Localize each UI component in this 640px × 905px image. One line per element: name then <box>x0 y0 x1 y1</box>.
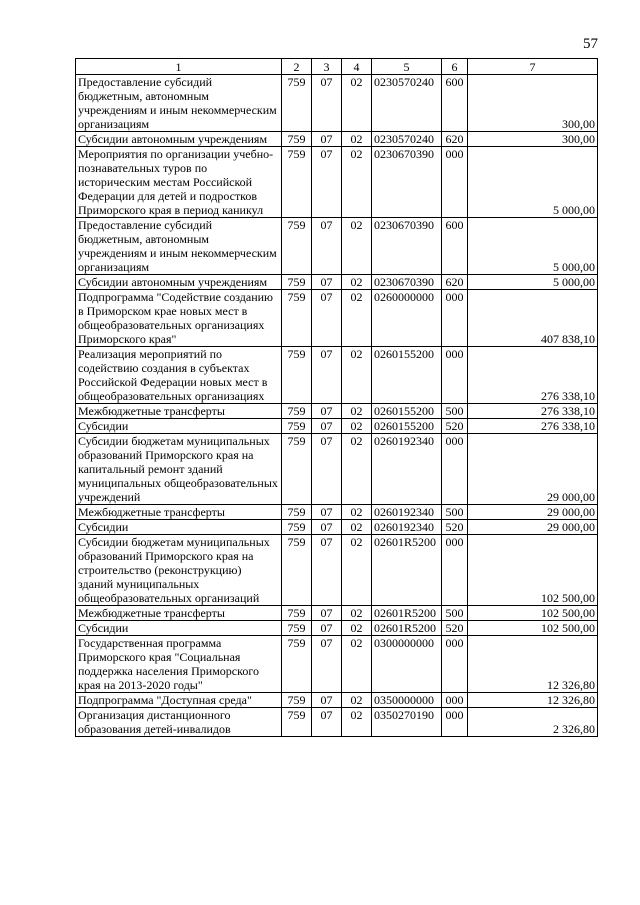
cell-ministry-code: 759 <box>282 621 312 636</box>
cell-subsection-code: 02 <box>342 621 372 636</box>
cell-target-article-code: 02601R5200 <box>372 621 442 636</box>
table-row <box>76 290 598 347</box>
cell-amount: 29 000,00 <box>468 520 598 535</box>
cell-section-code: 07 <box>312 693 342 708</box>
cell-expense-type-code: 000 <box>442 636 468 693</box>
cell-expense-type-code: 620 <box>442 132 468 147</box>
row-description: Межбюджетные трансферты <box>76 505 282 520</box>
cell-section-code: 07 <box>312 75 342 132</box>
cell-subsection-code: 02 <box>342 606 372 621</box>
cell-expense-type-code: 500 <box>442 606 468 621</box>
table-row <box>76 636 598 693</box>
header-row <box>76 59 598 75</box>
row-description: Мероприятия по организации учебно-познавательных туров по историческим местам Российской Федерации для детей и подростков Приморского края в период каникул <box>76 147 282 218</box>
cell-amount: 29 000,00 <box>468 505 598 520</box>
cell-section-code: 07 <box>312 708 342 737</box>
cell-expense-type-code: 000 <box>442 535 468 606</box>
cell-section-code: 07 <box>312 147 342 218</box>
cell-expense-type-code: 000 <box>442 434 468 505</box>
cell-amount: 5 000,00 <box>468 275 598 290</box>
row-description: Предоставление субсидий бюджетным, автономным учреждениям и иным некоммерческим организациям <box>76 218 282 275</box>
table-row <box>76 218 598 275</box>
cell-target-article-code: 0230670390 <box>372 147 442 218</box>
row-description: Государственная программа Приморского края "Социальная поддержка населения Приморского края на 2013-2020 годы" <box>76 636 282 693</box>
table-row <box>76 347 598 404</box>
row-description: Межбюджетные трансферты <box>76 606 282 621</box>
row-description: Предоставление субсидий бюджетным, автономным учреждениям и иным некоммерческим организациям <box>76 75 282 132</box>
table-row <box>76 75 598 132</box>
column-header: 5 <box>372 59 442 75</box>
cell-target-article-code: 0260155200 <box>372 347 442 404</box>
cell-target-article-code: 02601R5200 <box>372 606 442 621</box>
cell-section-code: 07 <box>312 275 342 290</box>
cell-ministry-code: 759 <box>282 404 312 419</box>
table-row <box>76 520 598 535</box>
cell-ministry-code: 759 <box>282 147 312 218</box>
column-header: 4 <box>342 59 372 75</box>
cell-amount: 5 000,00 <box>468 147 598 218</box>
cell-expense-type-code: 000 <box>442 693 468 708</box>
cell-subsection-code: 02 <box>342 708 372 737</box>
table-row <box>76 606 598 621</box>
cell-subsection-code: 02 <box>342 132 372 147</box>
cell-target-article-code: 0230570240 <box>372 132 442 147</box>
row-description: Реализация мероприятий по содействию создания в субъектах Российской Федерации новых мест в общеобразовательных организациях <box>76 347 282 404</box>
cell-ministry-code: 759 <box>282 275 312 290</box>
cell-expense-type-code: 520 <box>442 419 468 434</box>
cell-ministry-code: 759 <box>282 218 312 275</box>
cell-ministry-code: 759 <box>282 132 312 147</box>
cell-amount: 300,00 <box>468 132 598 147</box>
cell-subsection-code: 02 <box>342 520 372 535</box>
cell-expense-type-code: 520 <box>442 621 468 636</box>
row-description: Субсидии автономным учреждениям <box>76 132 282 147</box>
cell-target-article-code: 0260155200 <box>372 419 442 434</box>
table-row <box>76 505 598 520</box>
cell-ministry-code: 759 <box>282 419 312 434</box>
cell-amount: 12 326,80 <box>468 693 598 708</box>
column-header: 7 <box>468 59 598 75</box>
table-row <box>76 708 598 737</box>
cell-subsection-code: 02 <box>342 275 372 290</box>
cell-subsection-code: 02 <box>342 693 372 708</box>
table-row <box>76 275 598 290</box>
row-description: Подпрограмма "Содействие созданию в Приморском крае новых мест в общеобразовательных организациях Приморского края" <box>76 290 282 347</box>
cell-target-article-code: 0260192340 <box>372 505 442 520</box>
cell-amount: 102 500,00 <box>468 606 598 621</box>
cell-target-article-code: 0300000000 <box>372 636 442 693</box>
table-row <box>76 693 598 708</box>
cell-amount: 276 338,10 <box>468 347 598 404</box>
row-description: Субсидии <box>76 621 282 636</box>
cell-expense-type-code: 000 <box>442 708 468 737</box>
table-row <box>76 132 598 147</box>
cell-expense-type-code: 600 <box>442 218 468 275</box>
cell-section-code: 07 <box>312 535 342 606</box>
cell-amount: 407 838,10 <box>468 290 598 347</box>
cell-subsection-code: 02 <box>342 404 372 419</box>
cell-section-code: 07 <box>312 132 342 147</box>
cell-section-code: 07 <box>312 505 342 520</box>
row-description: Организация дистанционного образования детей-инвалидов <box>76 708 282 737</box>
cell-amount: 102 500,00 <box>468 535 598 606</box>
column-header: 1 <box>76 59 282 75</box>
cell-amount: 276 338,10 <box>468 404 598 419</box>
column-header: 6 <box>442 59 468 75</box>
budget-table <box>75 58 598 737</box>
cell-subsection-code: 02 <box>342 147 372 218</box>
cell-target-article-code: 0260000000 <box>372 290 442 347</box>
cell-subsection-code: 02 <box>342 419 372 434</box>
cell-ministry-code: 759 <box>282 290 312 347</box>
cell-expense-type-code: 000 <box>442 290 468 347</box>
cell-target-article-code: 0350270190 <box>372 708 442 737</box>
cell-subsection-code: 02 <box>342 290 372 347</box>
cell-ministry-code: 759 <box>282 636 312 693</box>
cell-subsection-code: 02 <box>342 535 372 606</box>
cell-section-code: 07 <box>312 290 342 347</box>
cell-expense-type-code: 600 <box>442 75 468 132</box>
cell-subsection-code: 02 <box>342 218 372 275</box>
cell-target-article-code: 02601R5200 <box>372 535 442 606</box>
cell-amount: 29 000,00 <box>468 434 598 505</box>
cell-ministry-code: 759 <box>282 505 312 520</box>
cell-target-article-code: 0350000000 <box>372 693 442 708</box>
cell-ministry-code: 759 <box>282 347 312 404</box>
cell-expense-type-code: 000 <box>442 347 468 404</box>
cell-amount: 276 338,10 <box>468 419 598 434</box>
cell-expense-type-code: 620 <box>442 275 468 290</box>
cell-section-code: 07 <box>312 434 342 505</box>
cell-subsection-code: 02 <box>342 347 372 404</box>
row-description: Субсидии бюджетам муниципальных образований Приморского края на капитальный ремонт зданий муниципальных общеобразовательных учреждений <box>76 434 282 505</box>
cell-target-article-code: 0230570240 <box>372 75 442 132</box>
cell-amount: 5 000,00 <box>468 218 598 275</box>
cell-ministry-code: 759 <box>282 708 312 737</box>
cell-section-code: 07 <box>312 404 342 419</box>
cell-amount: 2 326,80 <box>468 708 598 737</box>
cell-ministry-code: 759 <box>282 535 312 606</box>
column-header: 2 <box>282 59 312 75</box>
cell-section-code: 07 <box>312 347 342 404</box>
cell-ministry-code: 759 <box>282 520 312 535</box>
row-description: Субсидии бюджетам муниципальных образований Приморского края на строительство (реконструкцию) зданий муниципальных общеобразовательных организаций <box>76 535 282 606</box>
cell-section-code: 07 <box>312 520 342 535</box>
cell-subsection-code: 02 <box>342 505 372 520</box>
cell-expense-type-code: 000 <box>442 147 468 218</box>
cell-target-article-code: 0260155200 <box>372 404 442 419</box>
cell-amount: 12 326,80 <box>468 636 598 693</box>
cell-expense-type-code: 520 <box>442 520 468 535</box>
cell-ministry-code: 759 <box>282 75 312 132</box>
cell-section-code: 07 <box>312 419 342 434</box>
cell-target-article-code: 0230670390 <box>372 275 442 290</box>
column-header: 3 <box>312 59 342 75</box>
cell-subsection-code: 02 <box>342 75 372 132</box>
cell-target-article-code: 0260192340 <box>372 434 442 505</box>
row-description: Субсидии <box>76 419 282 434</box>
table-row <box>76 419 598 434</box>
table-row <box>76 621 598 636</box>
table-row <box>76 404 598 419</box>
table-row <box>76 434 598 505</box>
table-row <box>76 535 598 606</box>
cell-ministry-code: 759 <box>282 606 312 621</box>
cell-ministry-code: 759 <box>282 434 312 505</box>
row-description: Подпрограмма "Доступная среда" <box>76 693 282 708</box>
row-description: Субсидии автономным учреждениям <box>76 275 282 290</box>
page-number: 57 <box>583 36 598 52</box>
row-description: Субсидии <box>76 520 282 535</box>
cell-subsection-code: 02 <box>342 434 372 505</box>
cell-expense-type-code: 500 <box>442 505 468 520</box>
cell-section-code: 07 <box>312 636 342 693</box>
cell-section-code: 07 <box>312 606 342 621</box>
cell-expense-type-code: 500 <box>442 404 468 419</box>
cell-target-article-code: 0260192340 <box>372 520 442 535</box>
cell-subsection-code: 02 <box>342 636 372 693</box>
cell-ministry-code: 759 <box>282 693 312 708</box>
table-row <box>76 147 598 218</box>
cell-section-code: 07 <box>312 621 342 636</box>
cell-amount: 102 500,00 <box>468 621 598 636</box>
cell-amount: 300,00 <box>468 75 598 132</box>
row-description: Межбюджетные трансферты <box>76 404 282 419</box>
cell-target-article-code: 0230670390 <box>372 218 442 275</box>
cell-section-code: 07 <box>312 218 342 275</box>
